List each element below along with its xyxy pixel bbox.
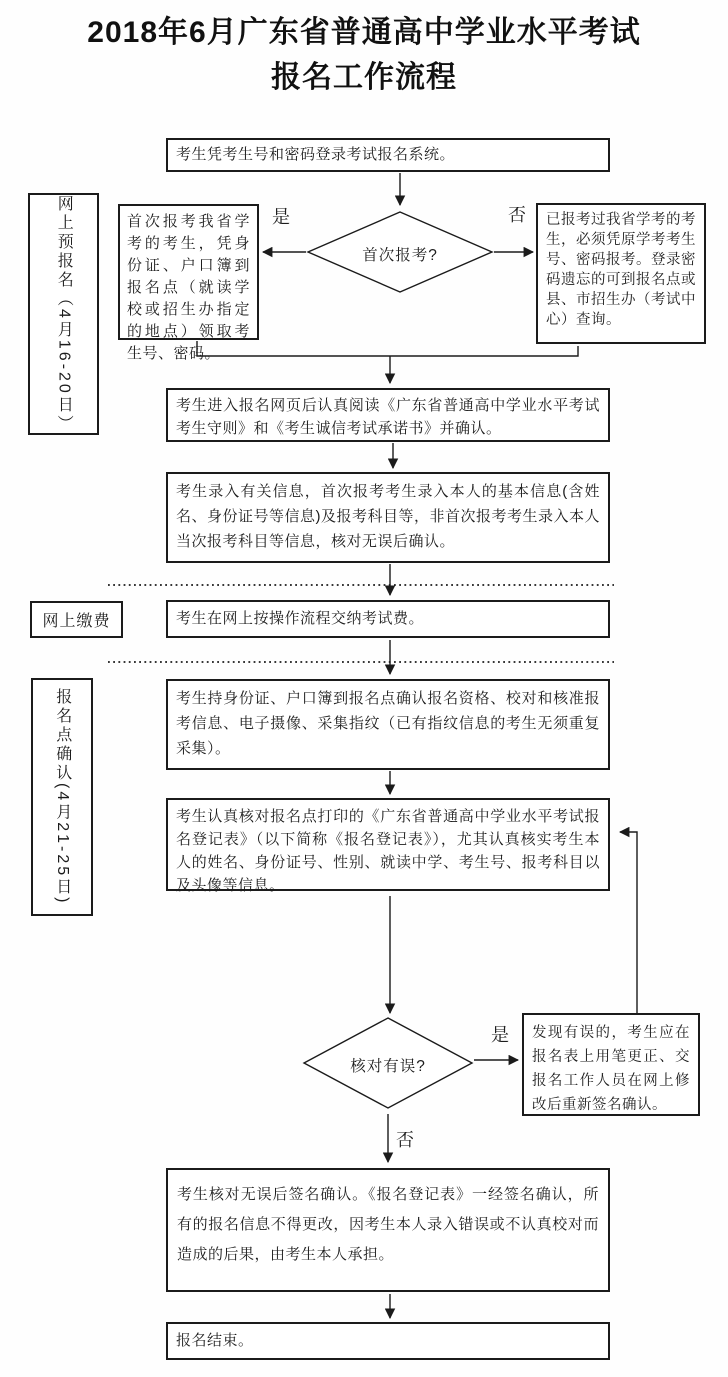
connector-branch-join: [197, 341, 578, 356]
node-first-time-box: 首次报考我省学考的考生，凭身份证、户口簿到报名点（就读学校或招生办指定的地点）领取考生号、密码。: [118, 204, 259, 340]
node-sign-confirm-box: 考生核对无误后签名确认。《报名登记表》一经签名确认，所有的报名信息不得更改，因考生本人录入错误或不认真校对而造成的后果，由考生本人承担。: [166, 1168, 610, 1292]
node-input-info-box: 考生录入有关信息，首次报考考生录入本人的基本信息(含姓名、身份证号等信息)及报考科目等，非首次报考考生录入本人当次报考科目等信息，核对无误后确认。: [166, 472, 610, 563]
node-repeat-candidate-box: 已报考过我省学考的考生，必须凭原学考考生号、密码报考。登录密码遗忘的可到报名点或县、市招生办（考试中心）查询。: [536, 203, 706, 344]
connector-errorfix-feedback: [620, 832, 637, 1013]
branch-yes-label-1: 是: [272, 207, 290, 227]
node-error-fix-box: 发现有误的，考生应在报名表上用笔更正、交报名工作人员在网上修改后重新签名确认。: [522, 1013, 700, 1116]
node-pay-box: 考生在网上按操作流程交纳考试费。: [166, 600, 610, 638]
stage-pre-register-label: 网上预报名（4月16-20日）: [28, 193, 99, 435]
decision-first-time-label: 首次报考?: [362, 247, 438, 264]
page-title-line1: 2018年6月广东省普通高中学业水平考试: [87, 16, 641, 49]
node-login-box: 考生凭考生号和密码登录考试报名系统。: [166, 138, 610, 172]
branch-yes-label-2: 是: [491, 1025, 509, 1045]
node-site-confirm-box: 考生持身份证、户口簿到报名点确认报名资格、校对和核准报考信息、电子摄像、采集指纹（已有指纹信息的考生无须重复采集）。: [166, 679, 610, 770]
branch-no-label-2: 否: [396, 1130, 414, 1150]
stage-site-confirm-label: 报名点确认(4月21-25日): [31, 678, 93, 916]
branch-no-label-1: 否: [508, 205, 526, 225]
node-verify-form-box: 考生认真核对报名点打印的《广东省普通高中学业水平考试报名登记表》（以下简称《报名登记表》），尤其认真核实考生本人的姓名、身份证号、性别、就读中学、考生号、报考科目以及头像等信息。: [166, 798, 610, 891]
decision-check-error-label: 核对有误?: [350, 1058, 426, 1075]
node-read-rules-box: 考生进入报名网页后认真阅读《广东省普通高中学业水平考试考生守则》和《考生诚信考试承诺书》并确认。: [166, 388, 610, 442]
stage-pay-label: 网上缴费: [30, 601, 123, 638]
node-end-box: 报名结束。: [166, 1322, 610, 1360]
page-title-line2: 报名工作流程: [271, 61, 457, 94]
